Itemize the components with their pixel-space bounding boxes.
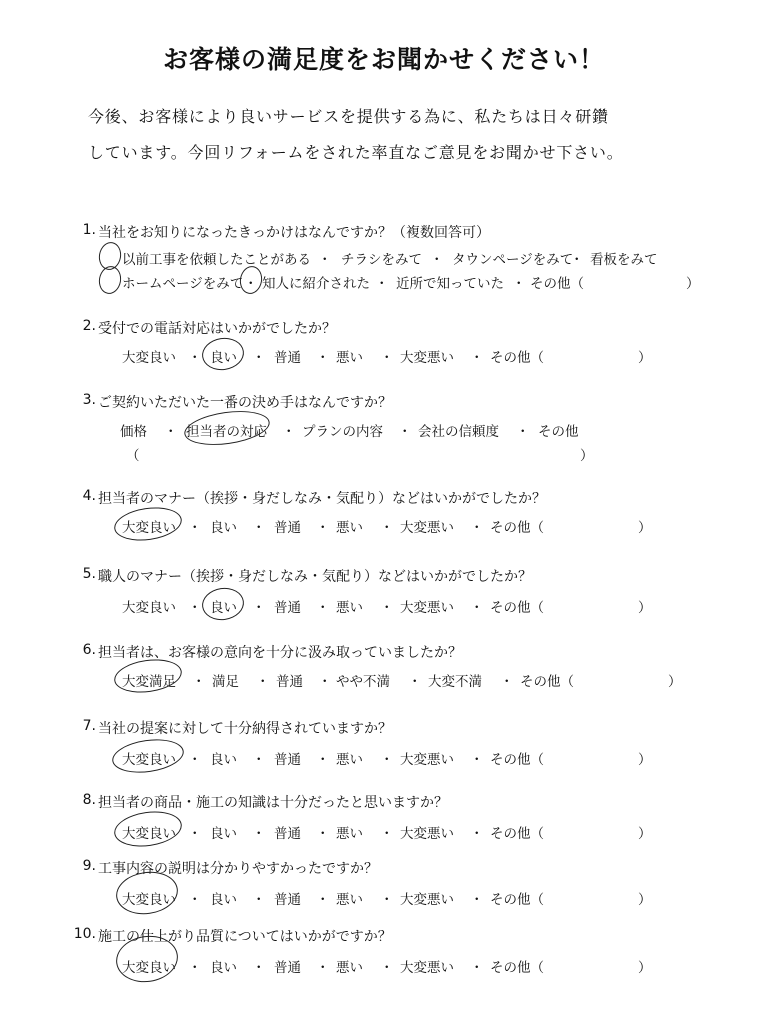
option-bad[interactable]: 悪い	[336, 892, 363, 908]
separator: ・	[470, 960, 484, 976]
option-very-good[interactable]: 大変良い	[122, 960, 176, 976]
question-1	[0, 222, 768, 292]
option-other[interactable]: その他（	[490, 826, 544, 842]
option-other[interactable]: その他（	[490, 350, 544, 366]
separator: ・	[252, 892, 266, 908]
paren-close: ）	[638, 960, 652, 976]
option-price[interactable]: 価格	[120, 424, 147, 440]
option-very-good[interactable]: 大変良い	[122, 350, 176, 366]
question-10	[0, 926, 768, 996]
option-other[interactable]: その他（	[490, 892, 544, 908]
option-other[interactable]: その他（	[530, 276, 584, 292]
separator: ・	[470, 892, 484, 908]
option-average[interactable]: 普通	[276, 674, 303, 690]
option-bad[interactable]: 悪い	[336, 600, 363, 616]
paren-close: ）	[580, 448, 594, 464]
question-number: 4.	[82, 488, 96, 504]
question-6	[0, 642, 768, 712]
separator: ・	[380, 826, 394, 842]
separator: ・	[512, 276, 526, 292]
separator: ・	[188, 350, 202, 366]
option-good[interactable]: 良い	[210, 892, 237, 908]
option-other[interactable]: その他（	[490, 752, 544, 768]
separator: ・	[244, 276, 258, 292]
option-signboard[interactable]: 看板をみて	[590, 252, 658, 268]
intro-line-1: 今後、お客様により良いサービスを提供する為に、私たちは日々研鑽	[88, 107, 609, 126]
handwritten-check-mark	[97, 264, 124, 295]
option-average[interactable]: 普通	[274, 600, 301, 616]
separator: ・	[252, 600, 266, 616]
question-text: 受付での電話対応はいかがでしたか？	[98, 321, 336, 337]
option-plan-content[interactable]: プランの内容	[302, 424, 383, 440]
separator: ・	[252, 826, 266, 842]
separator: ・	[188, 600, 202, 616]
option-previous-work[interactable]: 以前工事を依頼したことがある	[122, 252, 311, 268]
option-bad[interactable]: 悪い	[336, 752, 363, 768]
separator: ・	[375, 276, 389, 292]
question-3	[0, 392, 768, 462]
option-nearby[interactable]: 近所で知っていた	[396, 276, 504, 292]
option-referral[interactable]: 知人に紹介された	[262, 276, 370, 292]
separator: ・	[316, 892, 330, 908]
separator: ・	[430, 252, 444, 268]
option-very-bad[interactable]: 大変悪い	[400, 600, 454, 616]
separator: ・	[188, 960, 202, 976]
question-number: 6.	[82, 642, 96, 658]
separator: ・	[516, 424, 530, 440]
separator: ・	[470, 752, 484, 768]
separator: ・	[316, 752, 330, 768]
paren-open: （	[126, 448, 140, 464]
option-good[interactable]: 良い	[210, 960, 237, 976]
option-company-trust[interactable]: 会社の信頼度	[418, 424, 499, 440]
option-very-good[interactable]: 大変良い	[122, 752, 176, 768]
separator: ・	[282, 424, 296, 440]
option-other[interactable]: その他（	[490, 600, 544, 616]
option-bad[interactable]: 悪い	[336, 960, 363, 976]
option-average[interactable]: 普通	[274, 752, 301, 768]
option-flyer[interactable]: チラシをみて	[341, 252, 422, 268]
intro-line-2: しています。今回リフォームをされた率直なご意見をお聞かせ下さい。	[88, 143, 624, 162]
option-average[interactable]: 普通	[274, 892, 301, 908]
option-good[interactable]: 良い	[210, 826, 237, 842]
question-text: 当社の提案に対して十分納得されていますか？	[98, 721, 392, 737]
question-text: 担当者は、お客様の意向を十分に汲み取っていましたか？	[98, 645, 462, 661]
option-satisfied[interactable]: 満足	[212, 674, 239, 690]
question-9	[0, 858, 768, 928]
option-very-dissatisfied[interactable]: 大変不満	[428, 674, 482, 690]
question-7	[0, 718, 768, 788]
option-other[interactable]: その他（	[490, 960, 544, 976]
option-staff-response[interactable]: 担当者の対応	[186, 424, 267, 440]
question-text: 担当者の商品・施工の知識は十分だったと思いますか？	[98, 795, 448, 811]
paren-close: ）	[638, 350, 652, 366]
separator: ・	[380, 350, 394, 366]
option-bad[interactable]: 悪い	[336, 826, 363, 842]
option-bad[interactable]: 悪い	[336, 520, 363, 536]
option-good[interactable]: 良い	[210, 350, 237, 366]
separator: ・	[318, 252, 332, 268]
question-number: 7.	[82, 718, 96, 734]
separator: ・	[188, 826, 202, 842]
question-number: 9.	[82, 858, 96, 874]
option-average[interactable]: 普通	[274, 960, 301, 976]
option-very-good[interactable]: 大変良い	[122, 600, 176, 616]
separator: ・	[470, 826, 484, 842]
question-text: 施工の仕上がり品質についてはいかがですか？	[98, 929, 392, 945]
option-bad[interactable]: 悪い	[336, 350, 363, 366]
option-other[interactable]: その他	[538, 424, 579, 440]
separator: ・	[470, 350, 484, 366]
separator: ・	[316, 826, 330, 842]
question-text: 工事内容の説明は分かりやすかったですか？	[98, 861, 378, 877]
question-text: 職人のマナー（挨拶・身だしなみ・気配り）などはいかがでしたか？	[98, 569, 532, 585]
question-number: 1.	[82, 222, 96, 238]
question-text: ご契約いただいた一番の決め手はなんですか？	[98, 395, 392, 411]
option-very-bad[interactable]: 大変悪い	[400, 752, 454, 768]
option-other[interactable]: その他（	[520, 674, 574, 690]
separator: ・	[380, 960, 394, 976]
separator: ・	[318, 674, 332, 690]
paren-close: ）	[638, 520, 652, 536]
paren-close: ）	[638, 752, 652, 768]
separator: ・	[256, 674, 270, 690]
separator: ・	[188, 892, 202, 908]
question-number: 8.	[82, 792, 96, 808]
question-text: 担当者のマナー（挨拶・身だしなみ・気配り）などはいかがでしたか？	[98, 491, 546, 507]
separator: ・	[398, 424, 412, 440]
question-5	[0, 566, 768, 636]
page-title: お客様の満足度をお聞かせください！	[162, 45, 605, 74]
question-number: 10.	[73, 926, 96, 942]
option-very-bad[interactable]: 大変悪い	[400, 520, 454, 536]
separator: ・	[188, 752, 202, 768]
separator: ・	[164, 424, 178, 440]
paren-close: ）	[668, 674, 682, 690]
separator: ・	[408, 674, 422, 690]
paren-close: ）	[638, 600, 652, 616]
question-text: 当社をお知りになったきっかけはなんですか？（複数回答可）	[98, 225, 490, 241]
option-homepage[interactable]: ホームページをみて	[122, 276, 244, 292]
option-other[interactable]: その他（	[490, 520, 544, 536]
separator: ・	[570, 252, 584, 268]
question-number: 2.	[82, 318, 96, 334]
option-average[interactable]: 普通	[274, 826, 301, 842]
separator: ・	[252, 752, 266, 768]
option-very-good[interactable]: 大変良い	[122, 520, 176, 536]
question-2	[0, 318, 768, 388]
option-good[interactable]: 良い	[210, 600, 237, 616]
separator: ・	[380, 752, 394, 768]
option-very-good[interactable]: 大変良い	[122, 826, 176, 842]
question-4	[0, 488, 768, 558]
separator: ・	[192, 674, 206, 690]
separator: ・	[470, 600, 484, 616]
separator: ・	[252, 350, 266, 366]
option-townpage[interactable]: タウンページをみて	[452, 252, 574, 268]
option-average[interactable]: 普通	[274, 520, 301, 536]
separator: ・	[316, 600, 330, 616]
question-8	[0, 792, 768, 862]
separator: ・	[380, 600, 394, 616]
separator: ・	[252, 520, 266, 536]
option-very-bad[interactable]: 大変悪い	[400, 826, 454, 842]
paren-close: ）	[638, 892, 652, 908]
separator: ・	[188, 520, 202, 536]
separator: ・	[380, 892, 394, 908]
paren-close: ）	[686, 276, 700, 292]
option-very-satisfied[interactable]: 大変満足	[122, 674, 176, 690]
question-number: 5.	[82, 566, 96, 582]
option-average[interactable]: 普通	[274, 350, 301, 366]
separator: ・	[380, 520, 394, 536]
option-good[interactable]: 良い	[210, 752, 237, 768]
separator: ・	[316, 520, 330, 536]
option-very-bad[interactable]: 大変悪い	[400, 350, 454, 366]
option-good[interactable]: 良い	[210, 520, 237, 536]
separator: ・	[316, 350, 330, 366]
option-very-bad[interactable]: 大変悪い	[400, 892, 454, 908]
separator: ・	[252, 960, 266, 976]
handwritten-check-mark	[97, 240, 124, 271]
option-somewhat-dissatisfied[interactable]: やや不満	[336, 674, 390, 690]
option-very-good[interactable]: 大変良い	[122, 892, 176, 908]
question-number: 3.	[82, 392, 96, 408]
separator: ・	[470, 520, 484, 536]
option-very-bad[interactable]: 大変悪い	[400, 960, 454, 976]
separator: ・	[500, 674, 514, 690]
separator: ・	[316, 960, 330, 976]
paren-close: ）	[638, 826, 652, 842]
